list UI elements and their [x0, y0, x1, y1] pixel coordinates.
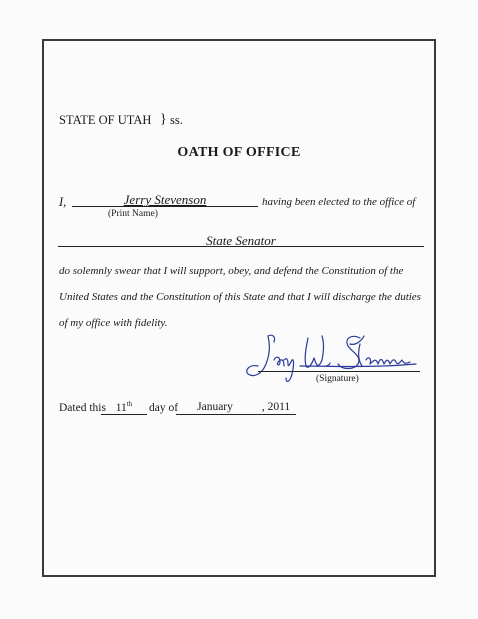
oath-line-3: of my office with fidelity.	[59, 317, 168, 329]
printed-name: Jerry Stevenson	[123, 192, 207, 207]
day-value	[101, 400, 147, 414]
signature-underline	[258, 371, 420, 372]
state-line: STATE OF UTAH	[59, 113, 152, 127]
dated-label: Dated this	[59, 402, 106, 414]
elected-text: having been elected to the office of	[262, 196, 416, 208]
ss-abbreviation: ss.	[170, 113, 183, 127]
brace-symbol: }	[160, 112, 167, 127]
date-underline	[176, 414, 296, 415]
office-name: State Senator	[206, 233, 276, 248]
oath-line-1: do solemnly swear that I will support, obey, and defend the Constitution of the	[59, 265, 404, 277]
month-value: January	[197, 401, 233, 413]
print-name-label: (Print Name)	[108, 209, 158, 219]
signature-label: (Signature)	[316, 374, 359, 384]
day-of-label: day of	[149, 402, 179, 414]
pronoun-text: I,	[59, 195, 67, 209]
day-number: 11	[115, 401, 127, 414]
oath-line-2: United States and the Constitution of this State and that I will discharge the duties	[59, 291, 421, 303]
year-value: , 2011	[261, 401, 291, 413]
day-underline	[101, 414, 147, 415]
day-suffix: th	[126, 400, 133, 408]
document-title: OATH OF OFFICE	[177, 145, 301, 160]
